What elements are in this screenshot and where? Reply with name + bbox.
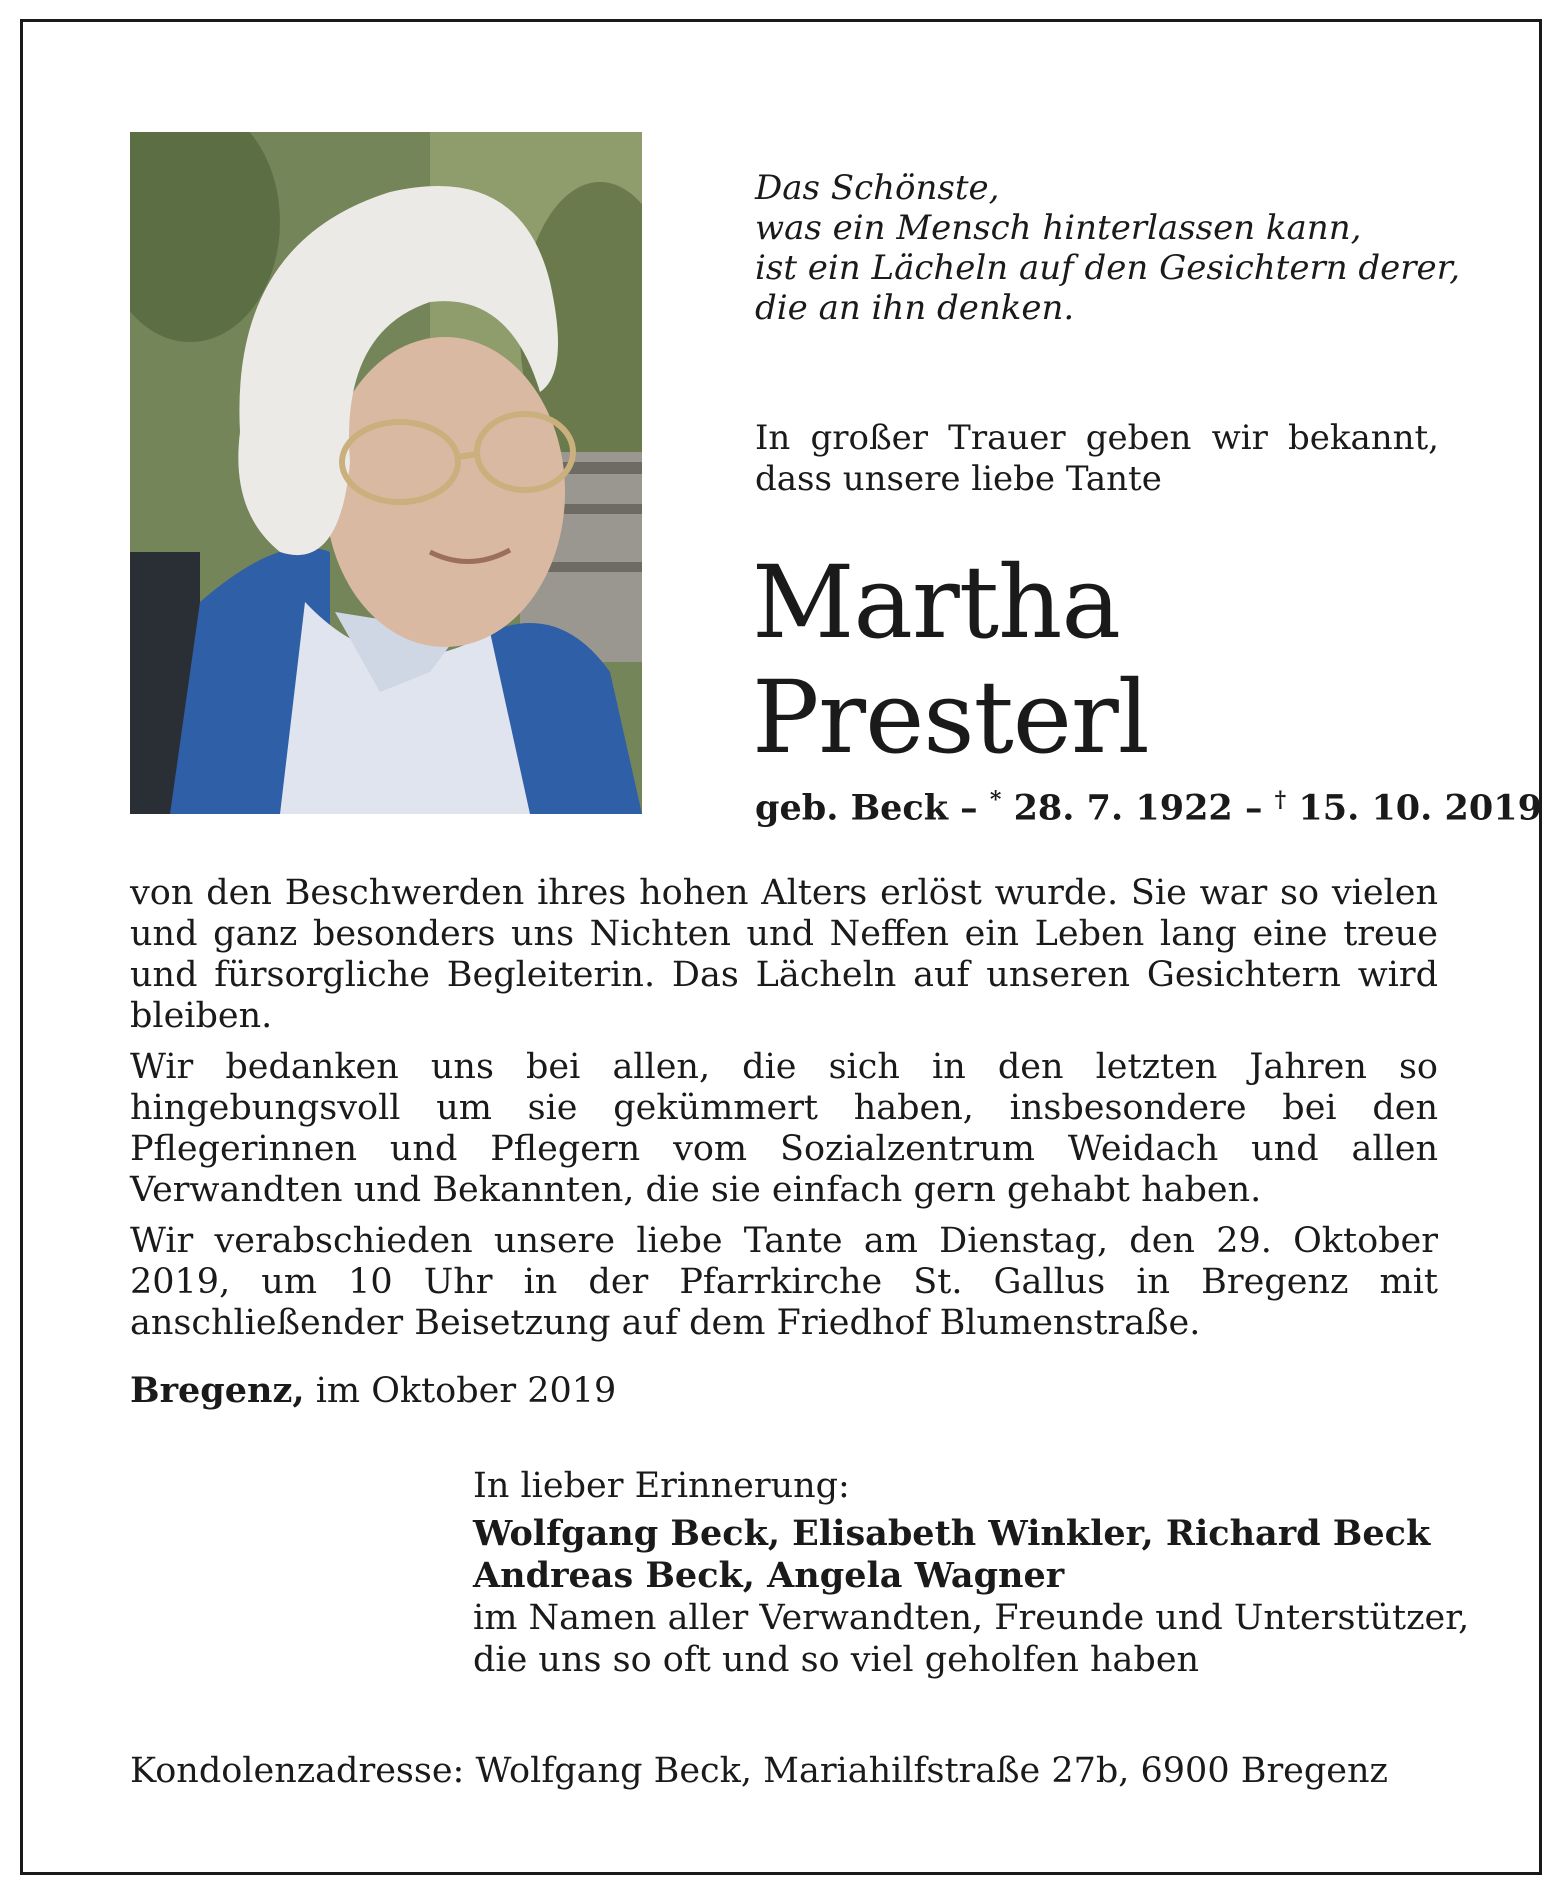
paragraph-thanks: Wir bedanken uns bei allen, die sich in den letzten Jahren so hingebungsvoll um sie gekümmert haben, insbesondere bei den Pflegerinnen und Pflegern vom Sozialzentrum Weidach und allen Verwandten und Bekannten, die sie einfach gern gehabt haben.	[130, 1047, 1438, 1210]
deceased-name	[752, 545, 1149, 775]
place-date: im Oktober 2019	[315, 1371, 617, 1411]
paragraph-funeral: Wir verabschieden unsere liebe Tante am Dienstag, den 29. Oktober 2019, um 10 Uhr in der Pfarrkirche St. Gallus in Bregenz mit anschließender Beisetzung auf dem Friedhof Blumenstraße.	[130, 1221, 1438, 1343]
life-dates: geb. Beck – * 28. 7. 1922 – † 15. 10. 2019	[755, 787, 1542, 829]
last-name: Presterl	[752, 659, 1149, 776]
mourner-names-line-2: Andreas Beck, Angela Wagner	[473, 1555, 1065, 1596]
birth-name: geb. Beck	[755, 787, 948, 829]
death-symbol: †	[1274, 787, 1287, 813]
condolence-address: Kondolenzadresse: Wolfgang Beck, Mariahilfstraße 27b, 6900 Bregenz	[130, 1751, 1388, 1791]
signature-intro: In lieber Erinnerung:	[473, 1466, 850, 1506]
body-text	[130, 873, 1438, 1354]
place-date-line	[130, 1370, 616, 1412]
portrait-illustration	[130, 132, 642, 814]
announcement-intro: In großer Trauer geben wir bekannt, dass unsere liebe Tante	[755, 418, 1439, 499]
death-date: 15. 10. 2019	[1298, 787, 1542, 829]
paragraph-relief: von den Beschwerden ihres hohen Alters erlöst wurde. Sie war so vielen und ganz besonders uns Nichten und Neffen ein Leben lang eine treue und fürsorgliche Begleiterin. Das Lächeln auf unseren Gesichtern wird bleiben.	[130, 873, 1438, 1036]
birth-date: 28. 7. 1922	[1013, 787, 1233, 829]
memorial-quote: Das Schönste, was ein Mensch hinterlassen kann, ist ein Lächeln auf den Gesichtern derer, die an ihn denken.	[755, 168, 1461, 328]
signature-tail: im Namen aller Verwandten, Freunde und Unterstützer, die uns so oft und so viel geholfen haben	[473, 1598, 1470, 1680]
mourner-names-line-1: Wolfgang Beck, Elisabeth Winkler, Richard Beck	[473, 1513, 1431, 1554]
signature-block	[473, 1465, 1469, 1681]
first-name: Martha	[752, 544, 1121, 661]
portrait-photo	[130, 132, 642, 814]
place-city: Bregenz,	[130, 1370, 305, 1411]
birth-symbol: *	[989, 787, 1002, 813]
